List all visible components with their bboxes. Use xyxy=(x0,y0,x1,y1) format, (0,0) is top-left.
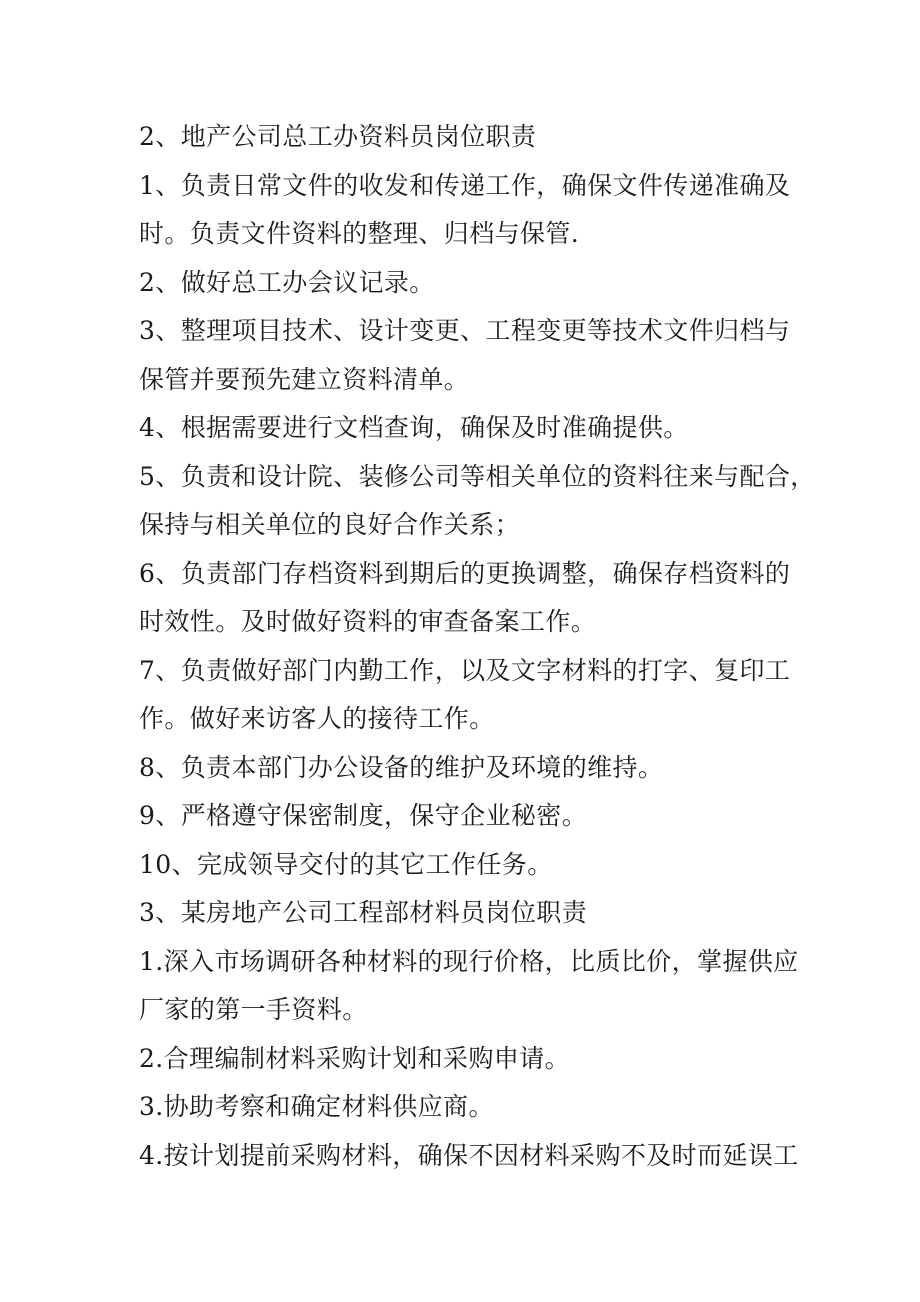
text-line: 保管并要预先建立资料清单。 xyxy=(139,364,470,394)
text-line: 保持与相关单位的良好合作关系； xyxy=(139,510,521,539)
text-line: 时效性。及时做好资料的审查备案工作。 xyxy=(139,607,597,636)
text-line: 3、整理项目技术、设计变更、工程变更等技术文件归档与 xyxy=(139,316,791,345)
text-line: 1.深入市场调研各种材料的现行价格，比质比价，掌握供应 xyxy=(139,946,799,976)
text-line: 作。做好来访客人的接待工作。 xyxy=(139,704,495,733)
section-heading: 2、地产公司总工办资料员岗位职责 xyxy=(139,122,537,151)
text-line: 5、负责和设计院、装修公司等相关单位的资料往来与配合， xyxy=(139,461,816,491)
text-line: 厂家的第一手资料。 xyxy=(139,995,368,1024)
section-heading: 3、某房地产公司工程部材料员岗位职责 xyxy=(139,898,588,927)
text-line: 4、根据需要进行文档查询，确保及时准确提供。 xyxy=(139,413,689,442)
text-line: 10、完成领导交付的其它工作任务。 xyxy=(139,849,553,879)
text-line: 1、负责日常文件的收发和传递工作，确保文件传递准确及 xyxy=(139,170,791,200)
document-body xyxy=(139,113,816,1180)
text-line: 2.合理编制材料采购计划和采购申请。 xyxy=(139,1043,571,1073)
text-line: 9、严格遵守保密制度，保守企业秘密。 xyxy=(139,801,588,830)
text-line: 8、负责本部门办公设备的维护及环境的维持。 xyxy=(139,752,664,782)
text-line: 时。负责文件资料的整理、归档与保管. xyxy=(139,219,580,248)
text-line: 4.按计划提前采购材料，确保不因材料采购不及时而延误工 xyxy=(139,1140,799,1170)
text-line: 3.协助考察和确定材料供应商。 xyxy=(139,1092,494,1121)
text-line: 6、负责部门存档资料到期后的更换调整，确保存档资料的 xyxy=(139,558,791,588)
text-line: 7、负责做好部门内勤工作，以及文字材料的打字、复印工 xyxy=(139,655,791,685)
text-line: 2、做好总工办会议记录。 xyxy=(139,267,435,297)
